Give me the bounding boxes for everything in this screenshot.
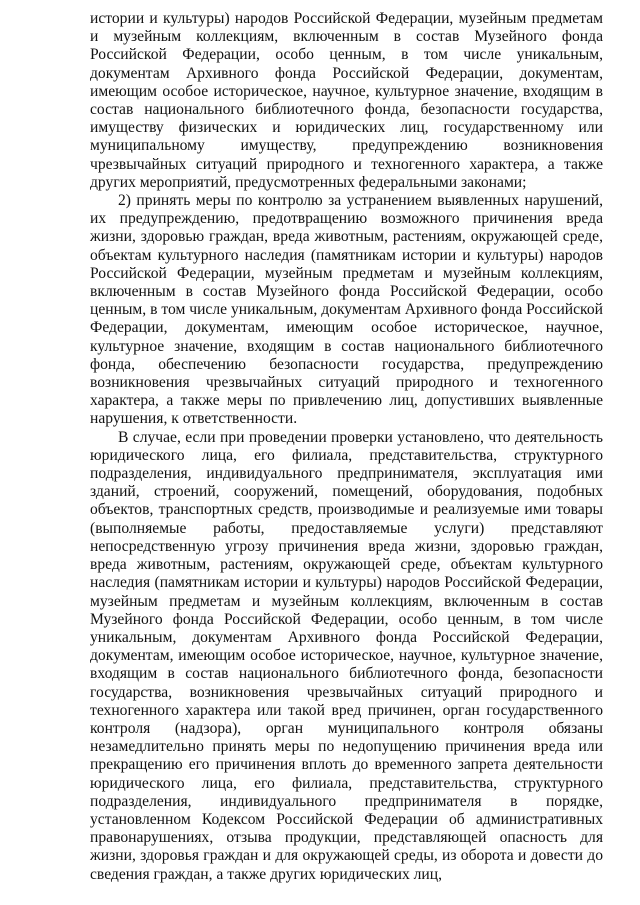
document-body (90, 10, 603, 884)
paragraph-item-2: 2) принять меры по контролю за устранением выявленных нарушений, их предупреждению, предотвращению возможного причинения вреда жизни, здоровью граждан, вреда животным, растениям, окружающей среде, объектам культурного наследия (памятникам истории и культуры) народов Российской Федерации, музейным предметам и музейным коллекциям, включенным в состав Музейного фонда Российской Федерации, особо ценным, в том числе уникальным, документам Архивного фонда Российской Федерации, документам, имеющим особое историческое, научное, культурное значение, входящим в состав национального библиотечного фонда, обеспечению безопасности государства, предупреждению возникновения чрезвычайных ситуаций природного и техногенного характера, а также меры по привлечению лиц, допустивших выявленные нарушения, к ответственности. (90, 192, 603, 428)
paragraph-continuation: истории и культуры) народов Российской Федерации, музейным предметам и музейным коллекциям, включенным в состав Музейного фонда Российской Федерации, особо ценным, в том числе уникальным, документам Архивного фонда Российской Федерации, документам, имеющим особое историческое, научное, культурное значение, входящим в состав национального библиотечного фонда, безопасности государства, имуществу физических и юридических лиц, государственному или муниципальному имуществу, предупреждению возникновения чрезвычайных ситуаций природного и техногенного характера, а также других мероприятий, предусмотренных федеральными законами; (90, 10, 603, 191)
paragraph-immediate-threat: В случае, если при проведении проверки установлено, что деятельность юридического лица, его филиала, представительства, структурного подразделения, индивидуального предпринимателя, эксплуатация ими зданий, строений, сооружений, помещений, оборудования, подобных объектов, транспортных средств, производимые и реализуемые ими товары (выполняемые работы, предоставляемые услуги) представляют непосредственную угрозу причинения вреда жизни, здоровью граждан, вреда животным, растениям, окружающей среде, объектам культурного наследия (памятникам истории и культуры) народов Российской Федерации, музейным предметам и музейным коллекциям, включенным в состав Музейного фонда Российской Федерации, особо ценным, в том числе уникальным, документам Архивного фонда Российской Федерации, документам, имеющим особое историческое, научное, культурное значение, входящим в состав национального библиотечного фонда, безопасности государства, возникновения чрезвычайных ситуаций природного и техногенного характера или такой вред причинен, орган государственного контроля (надзора), орган муниципального контроля обязаны незамедлительно принять меры по недопущению причинения вреда или прекращению его причинения вплоть до временного запрета деятельности юридического лица, его филиала, представительства, структурного подразделения, индивидуального предпринимателя в порядке, установленном Кодексом Российской Федерации об административных правонарушениях, отзыва продукции, представляющей опасность для жизни, здоровья граждан и для окружающей среды, из оборота и довести до сведения граждан, а также других юридических лиц, (90, 428, 603, 883)
